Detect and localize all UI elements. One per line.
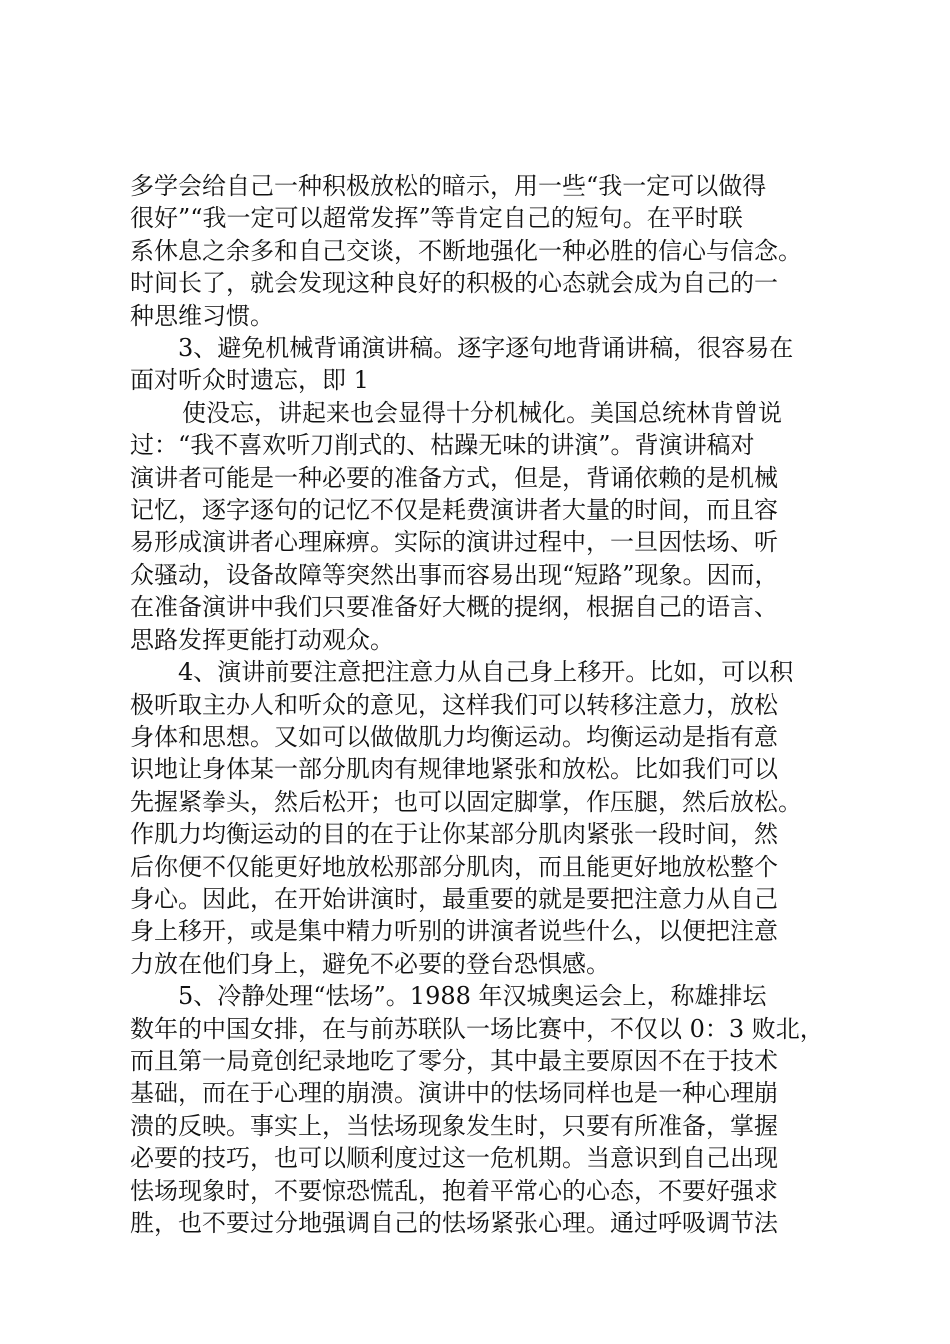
text-line: 演讲者可能是一种必要的准备方式，但是，背诵依赖的是机械 <box>130 463 778 492</box>
paragraph-2 <box>130 332 850 397</box>
text-line: 数年的中国女排，在与前苏联队一场比赛中，不仅以 0：3 败北， <box>130 1014 824 1043</box>
text-line: 基础，而在于心理的崩溃。演讲中的怯场同样也是一种心理崩 <box>130 1079 778 1108</box>
text-line: 胜，也不要过分地强调自己的怯场紧张心理。通过呼吸调节法 <box>130 1209 778 1237</box>
paragraph-5 <box>130 980 850 1239</box>
text-line: 过：“我不喜欢听刀削式的、枯躁无味的讲演”。背演讲稿对 <box>130 431 755 460</box>
text-line: 后你便不仅能更好地放松那部分肌肉，而且能更好地放松整个 <box>130 852 778 881</box>
text-line: 4、演讲前要注意把注意力从自己身上移开。比如，可以积 <box>178 658 794 687</box>
text-line: 面对听众时遗忘，即 1 <box>130 366 369 395</box>
text-line: 很好”“我一定可以超常发挥”等肯定自己的短句。在平时联 <box>130 204 743 233</box>
text-line: 3、避免机械背诵演讲稿。逐字逐句地背诵讲稿，很容易在 <box>178 334 794 363</box>
text-line: 识地让身体某一部分肌肉有规律地紧张和放松。比如我们可以 <box>130 755 778 784</box>
text-line: 易形成演讲者心理麻痹。实际的演讲过程中，一旦因怯场、听 <box>130 528 778 557</box>
text-line: 身上移开，或是集中精力听别的讲演者说些什么，以便把注意 <box>130 917 778 946</box>
text-line: 身心。因此，在开始讲演时，最重要的就是要把注意力从自己 <box>130 884 778 913</box>
text-line: 力放在他们身上，避免不必要的登台恐惧感。 <box>130 949 610 978</box>
text-line: 系休息之余多和自己交谈，不断地强化一种必胜的信心与信念。 <box>130 236 802 265</box>
paragraph-1 <box>130 170 850 332</box>
text-line: 思路发挥更能打动观众。 <box>130 625 394 654</box>
text-line: 在准备演讲中我们只要准备好大概的提纲，根据自己的语言、 <box>130 593 778 622</box>
text-line: 使没忘，讲起来也会显得十分机械化。美国总统林肯曾说 <box>182 398 782 427</box>
text-line: 时间长了，就会发现这种良好的积极的心态就会成为自己的一 <box>130 269 778 298</box>
text-line: 记忆，逐字逐句的记忆不仅是耗费演讲者大量的时间，而且容 <box>130 496 778 525</box>
text-line: 众骚动，设备故障等突然出事而容易出现“短路”现象。因而， <box>130 560 779 589</box>
text-line: 种思维习惯。 <box>130 301 274 330</box>
text-line: 溃的反映。事实上，当怯场现象发生时，只要有所准备，掌握 <box>130 1111 778 1140</box>
document-body <box>130 170 850 1239</box>
text-line: 先握紧拳头，然后松开；也可以固定脚掌，作压腿，然后放松。 <box>130 787 802 816</box>
text-line: 5、冷静处理“怯场”。1988 年汉城奥运会上，称雄排坛 <box>178 982 767 1011</box>
text-line: 必要的技巧，也可以顺利度过这一危机期。当意识到自己出现 <box>130 1144 778 1173</box>
paragraph-3 <box>130 397 850 656</box>
text-line: 怯场现象时，不要惊恐慌乱，抱着平常心的心态，不要好强求 <box>130 1176 778 1205</box>
text-line: 多学会给自己一种积极放松的暗示，用一些“我一定可以做得 <box>130 172 767 200</box>
paragraph-4 <box>130 656 850 980</box>
text-line: 身体和思想。又如可以做做肌力均衡运动。均衡运动是指有意 <box>130 722 778 751</box>
text-line: 作肌力均衡运动的目的在于让你某部分肌肉紧张一段时间，然 <box>130 820 778 849</box>
text-line: 而且第一局竟创纪录地吃了零分，其中最主要原因不在于技术 <box>130 1046 778 1075</box>
text-line: 极听取主办人和听众的意见，这样我们可以转移注意力，放松 <box>130 690 778 719</box>
